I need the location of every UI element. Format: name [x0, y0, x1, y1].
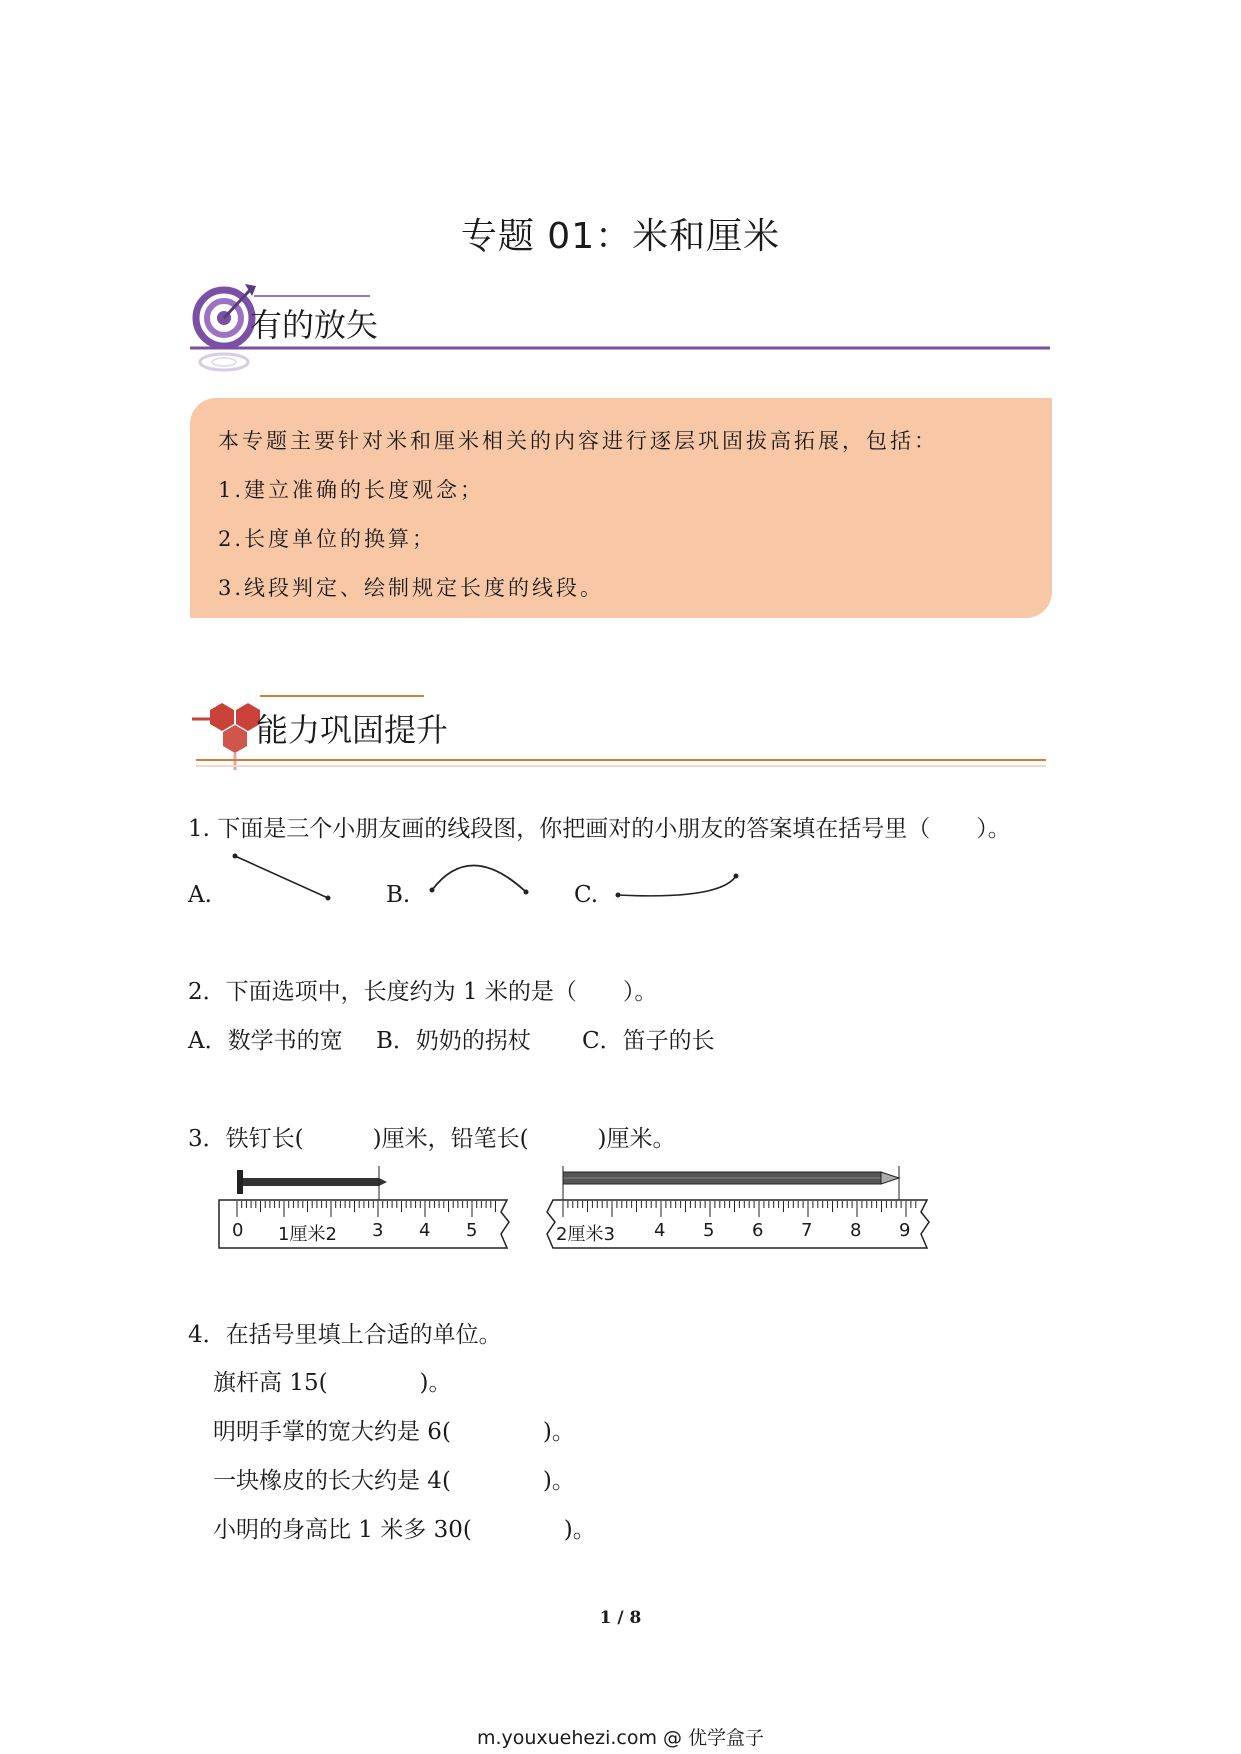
q2-option-b: B．奶奶的拐杖: [376, 1028, 531, 1054]
q1-option-b: B.: [386, 882, 411, 908]
ruler1-label-1: 1厘米2: [278, 1224, 337, 1245]
ruler1-label-3: 3: [372, 1220, 384, 1241]
pencil-graphic: [563, 1166, 899, 1200]
site-watermark: m.youxuehezi.com @ 优学盒子: [476, 1727, 765, 1749]
q1-figure-a: [233, 854, 331, 901]
q4-item-4: 小明的身高比 1 米多 30( )。: [213, 1517, 596, 1543]
q4-item-1: 旗杆高 15( )。: [213, 1370, 452, 1396]
q1-option-c: C.: [574, 882, 599, 908]
question-1-text: 1. 下面是三个小朋友画的线段图，你把画对的小朋友的答案填在括号里（ ）。: [188, 816, 1011, 842]
ruler1-label-4: 4: [419, 1220, 431, 1241]
ruler2-label-4: 4: [654, 1220, 666, 1241]
nail-graphic: [237, 1166, 387, 1200]
ruler2-label-5: 5: [703, 1220, 715, 1241]
ruler2-label-2-3: 2厘米3: [556, 1224, 615, 1245]
section1-heading: 有的放矢: [250, 306, 379, 344]
ruler1-label-0: 0: [232, 1220, 244, 1241]
q1-line-figures: [200, 840, 760, 920]
q1-figure-b: [430, 865, 529, 894]
section2-heading: 能力巩固提升: [256, 711, 449, 749]
target-icon: [196, 284, 256, 370]
q4-item-3: 一块橡皮的长大约是 4( )。: [213, 1468, 575, 1494]
ruler2-label-9: 9: [899, 1220, 911, 1241]
ruler1-label-5: 5: [466, 1220, 478, 1241]
q2-option-c: C．笛子的长: [582, 1028, 715, 1054]
q1-figure-c: [616, 874, 739, 898]
intro-line-2: 1.建立准确的长度观念；: [218, 478, 485, 502]
ruler2-label-7: 7: [801, 1220, 813, 1241]
page-title: 专题 01：米和厘米: [460, 216, 781, 257]
question-2-text: 2．下面选项中，长度约为 1 米的是（ ）。: [188, 979, 658, 1005]
question-4-text: 4．在括号里填上合适的单位。: [188, 1322, 502, 1348]
q2-option-a: A．数学书的宽: [188, 1028, 343, 1054]
question-3-text: 3．铁钉长( )厘米，铅笔长( )厘米。: [188, 1126, 676, 1152]
ruler2-label-8: 8: [850, 1220, 862, 1241]
intro-line-1: 本专题主要针对米和厘米相关的内容进行逐层巩固拔高拓展，包括：: [218, 429, 938, 453]
intro-line-3: 2.长度单位的换算；: [218, 527, 437, 551]
ruler2-label-6: 6: [752, 1220, 764, 1241]
page-number: 1 / 8: [599, 1608, 642, 1628]
q4-item-2: 明明手掌的宽大约是 6( )。: [213, 1419, 575, 1445]
q1-option-a: A.: [188, 882, 212, 908]
intro-line-4: 3.线段判定、绘制规定长度的线段。: [218, 576, 605, 600]
